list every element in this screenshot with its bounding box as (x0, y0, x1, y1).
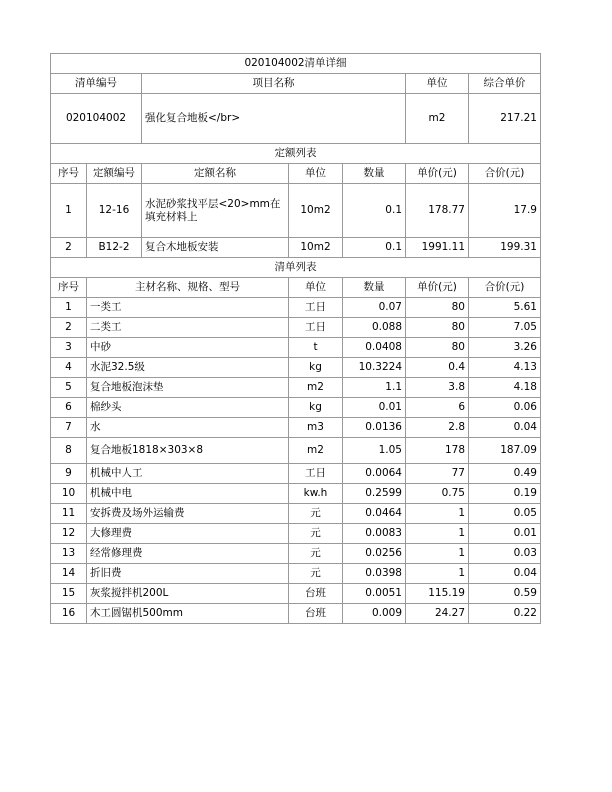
material-index: 15 (51, 584, 87, 604)
material-total: 0.19 (469, 484, 541, 504)
materials-header-name: 主材名称、规格、型号 (87, 278, 289, 298)
material-unit: m2 (289, 378, 343, 398)
quota-header-name: 定额名称 (142, 164, 289, 184)
materials-header-qty: 数量 (343, 278, 406, 298)
material-total: 0.06 (469, 398, 541, 418)
quota-qty: 0.1 (343, 184, 406, 238)
material-qty: 0.0464 (343, 504, 406, 524)
material-unit-price: 1 (406, 504, 469, 524)
materials-header-unit: 单位 (289, 278, 343, 298)
summary-header-price: 综合单价 (469, 74, 541, 94)
quota-header-unit: 单位 (289, 164, 343, 184)
summary-unit: m2 (406, 94, 469, 144)
quota-total: 17.9 (469, 184, 541, 238)
quota-header-unit-price: 单价(元) (406, 164, 469, 184)
material-index: 4 (51, 358, 87, 378)
quota-unit-price: 178.77 (406, 184, 469, 238)
material-unit: t (289, 338, 343, 358)
material-index: 13 (51, 544, 87, 564)
quota-index: 1 (51, 184, 87, 238)
material-name: 机械中电 (87, 484, 289, 504)
material-row (51, 318, 541, 338)
material-name: 折旧费 (87, 564, 289, 584)
material-unit: m3 (289, 418, 343, 438)
material-index: 8 (51, 438, 87, 464)
material-unit: 台班 (289, 584, 343, 604)
materials-header-index: 序号 (51, 278, 87, 298)
material-unit: kg (289, 398, 343, 418)
material-name: 水泥32.5级 (87, 358, 289, 378)
material-qty: 0.0083 (343, 524, 406, 544)
material-unit-price: 6 (406, 398, 469, 418)
material-index: 2 (51, 318, 87, 338)
material-total: 0.04 (469, 564, 541, 584)
material-unit-price: 1 (406, 524, 469, 544)
material-unit: kw.h (289, 484, 343, 504)
material-row (51, 484, 541, 504)
material-qty: 0.0256 (343, 544, 406, 564)
title-row (51, 54, 541, 74)
bill-detail-table (50, 53, 541, 624)
summary-name: 强化复合地板</br> (142, 94, 406, 144)
material-index: 10 (51, 484, 87, 504)
material-row (51, 584, 541, 604)
material-row (51, 524, 541, 544)
bill-detail-sheet (50, 53, 540, 624)
material-total: 0.04 (469, 418, 541, 438)
material-name: 二类工 (87, 318, 289, 338)
material-row (51, 358, 541, 378)
material-total: 0.01 (469, 524, 541, 544)
quota-unit: 10m2 (289, 238, 343, 258)
material-total: 5.61 (469, 298, 541, 318)
material-qty: 0.0051 (343, 584, 406, 604)
material-qty: 0.01 (343, 398, 406, 418)
material-qty: 10.3224 (343, 358, 406, 378)
material-total: 187.09 (469, 438, 541, 464)
quota-name: 水泥砂浆找平层<20>mm在填充材料上 (142, 184, 289, 238)
quota-code: 12-16 (87, 184, 142, 238)
material-row (51, 464, 541, 484)
material-unit: kg (289, 358, 343, 378)
material-index: 7 (51, 418, 87, 438)
summary-header-code: 清单编号 (51, 74, 142, 94)
materials-header-total: 合价(元) (469, 278, 541, 298)
material-unit: 台班 (289, 604, 343, 624)
quota-name: 复合木地板安装 (142, 238, 289, 258)
material-index: 3 (51, 338, 87, 358)
material-qty: 0.0136 (343, 418, 406, 438)
material-row (51, 604, 541, 624)
material-row (51, 298, 541, 318)
material-name: 复合地板1818×303×8 (87, 438, 289, 464)
material-index: 16 (51, 604, 87, 624)
material-index: 12 (51, 524, 87, 544)
material-name: 水 (87, 418, 289, 438)
material-row (51, 418, 541, 438)
materials-header-unit-price: 单价(元) (406, 278, 469, 298)
quota-section-row (51, 144, 541, 164)
material-index: 11 (51, 504, 87, 524)
material-row (51, 438, 541, 464)
quota-code: B12-2 (87, 238, 142, 258)
material-total: 3.26 (469, 338, 541, 358)
material-index: 9 (51, 464, 87, 484)
quota-row (51, 184, 541, 238)
material-unit-price: 2.8 (406, 418, 469, 438)
material-unit: 工日 (289, 298, 343, 318)
quota-unit-price: 1991.11 (406, 238, 469, 258)
material-unit-price: 80 (406, 338, 469, 358)
material-total: 0.03 (469, 544, 541, 564)
materials-section-title: 清单列表 (51, 258, 541, 278)
material-name: 机械中人工 (87, 464, 289, 484)
quota-index: 2 (51, 238, 87, 258)
material-unit: 工日 (289, 464, 343, 484)
material-unit-price: 3.8 (406, 378, 469, 398)
material-qty: 1.05 (343, 438, 406, 464)
material-index: 5 (51, 378, 87, 398)
material-unit: 工日 (289, 318, 343, 338)
quota-header-qty: 数量 (343, 164, 406, 184)
material-unit: 元 (289, 564, 343, 584)
material-unit-price: 77 (406, 464, 469, 484)
material-total: 4.18 (469, 378, 541, 398)
quota-row (51, 238, 541, 258)
summary-header-name: 项目名称 (142, 74, 406, 94)
material-name: 安拆费及场外运输费 (87, 504, 289, 524)
material-index: 6 (51, 398, 87, 418)
quota-header-total: 合价(元) (469, 164, 541, 184)
material-unit-price: 24.27 (406, 604, 469, 624)
material-index: 14 (51, 564, 87, 584)
material-unit-price: 1 (406, 544, 469, 564)
summary-header-row (51, 74, 541, 94)
table-body (51, 54, 541, 624)
quota-header-index: 序号 (51, 164, 87, 184)
material-unit-price: 0.75 (406, 484, 469, 504)
quota-section-title: 定额列表 (51, 144, 541, 164)
quota-qty: 0.1 (343, 238, 406, 258)
material-unit: 元 (289, 524, 343, 544)
material-unit: 元 (289, 504, 343, 524)
material-row (51, 544, 541, 564)
material-unit-price: 178 (406, 438, 469, 464)
summary-code: 020104002 (51, 94, 142, 144)
page-title: 020104002清单详细 (51, 54, 541, 74)
material-row (51, 398, 541, 418)
material-total: 0.49 (469, 464, 541, 484)
material-name: 中砂 (87, 338, 289, 358)
material-qty: 1.1 (343, 378, 406, 398)
material-name: 经常修理费 (87, 544, 289, 564)
material-row (51, 338, 541, 358)
material-name: 大修理费 (87, 524, 289, 544)
material-qty: 0.009 (343, 604, 406, 624)
material-qty: 0.0408 (343, 338, 406, 358)
material-unit-price: 0.4 (406, 358, 469, 378)
material-unit-price: 115.19 (406, 584, 469, 604)
material-qty: 0.07 (343, 298, 406, 318)
materials-section-row (51, 258, 541, 278)
quota-total: 199.31 (469, 238, 541, 258)
materials-header-row (51, 278, 541, 298)
material-total: 7.05 (469, 318, 541, 338)
material-unit: m2 (289, 438, 343, 464)
material-qty: 0.0064 (343, 464, 406, 484)
quota-header-row (51, 164, 541, 184)
material-unit-price: 80 (406, 318, 469, 338)
material-total: 4.13 (469, 358, 541, 378)
quota-unit: 10m2 (289, 184, 343, 238)
material-unit-price: 1 (406, 564, 469, 584)
quota-header-code: 定额编号 (87, 164, 142, 184)
material-unit-price: 80 (406, 298, 469, 318)
material-qty: 0.0398 (343, 564, 406, 584)
material-total: 0.22 (469, 604, 541, 624)
material-total: 0.59 (469, 584, 541, 604)
summary-header-unit: 单位 (406, 74, 469, 94)
material-name: 灰浆搅拌机200L (87, 584, 289, 604)
material-name: 一类工 (87, 298, 289, 318)
summary-row (51, 94, 541, 144)
material-total: 0.05 (469, 504, 541, 524)
material-row (51, 564, 541, 584)
summary-price: 217.21 (469, 94, 541, 144)
material-qty: 0.088 (343, 318, 406, 338)
material-index: 1 (51, 298, 87, 318)
material-qty: 0.2599 (343, 484, 406, 504)
material-row (51, 504, 541, 524)
material-name: 复合地板泡沫垫 (87, 378, 289, 398)
material-row (51, 378, 541, 398)
material-name: 木工圆锯机500mm (87, 604, 289, 624)
material-name: 棉纱头 (87, 398, 289, 418)
material-unit: 元 (289, 544, 343, 564)
